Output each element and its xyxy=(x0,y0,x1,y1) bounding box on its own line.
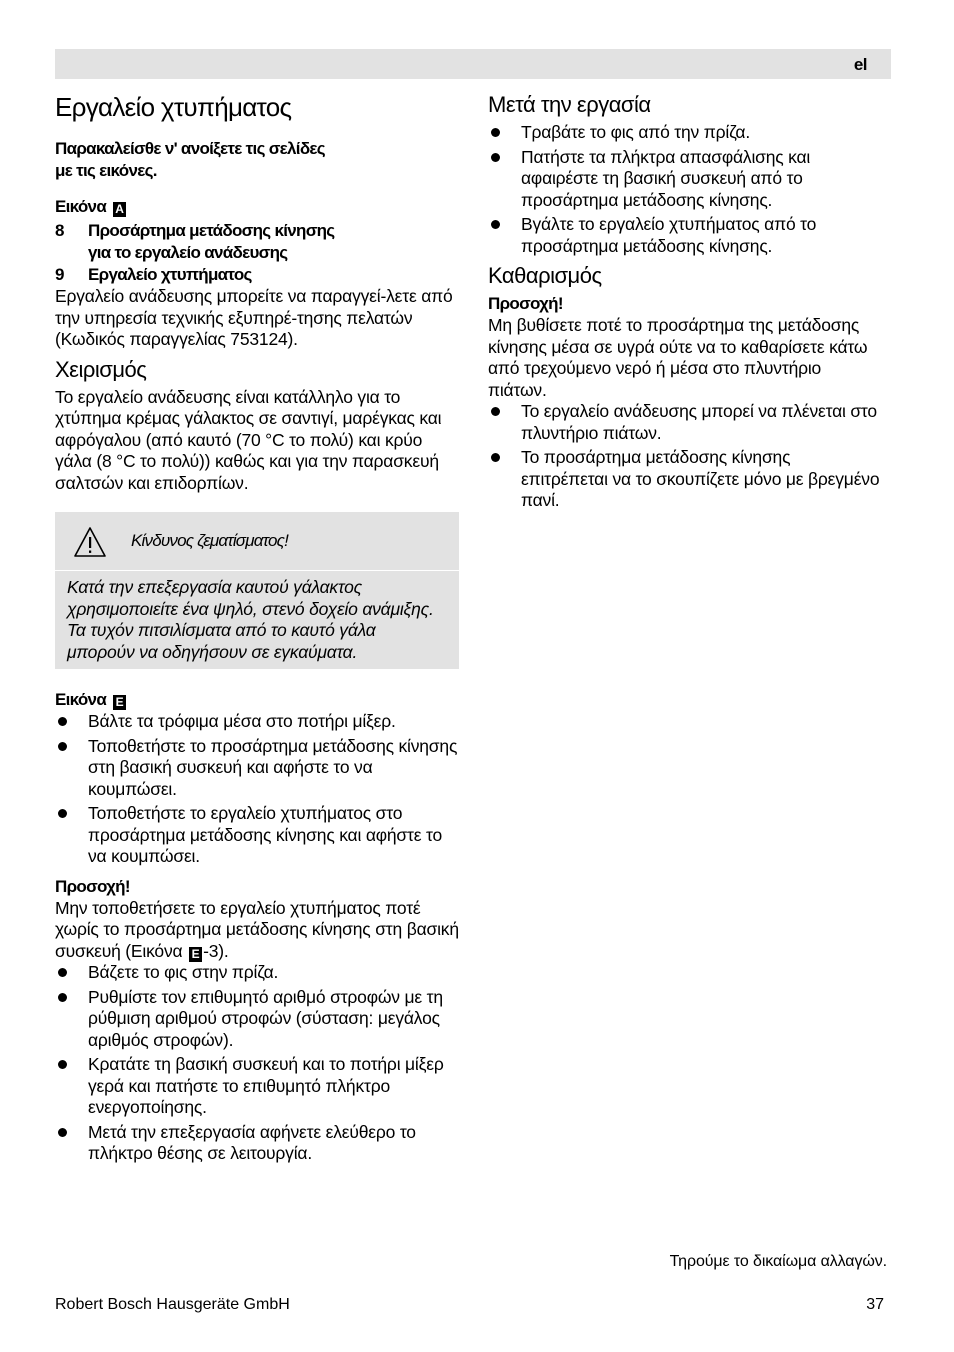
list-item xyxy=(488,401,880,444)
bullet-icon xyxy=(58,993,67,1002)
after-use-list xyxy=(488,122,880,257)
figure-a-badge: A xyxy=(113,202,126,217)
list-item xyxy=(55,711,459,733)
bullet-icon xyxy=(491,220,500,229)
list-item-text: Πατήστε τα πλήκτρα απασφάλισης και αφαιρέστε τη βασική συσκευή από το προσάρτημα μετάδοσης κίνησης. xyxy=(521,146,811,210)
caution-text xyxy=(55,898,459,963)
list-item-text: Βάλτε τα τρόφιμα μέσα στο ποτήρι μίξερ. xyxy=(88,711,396,731)
list-item-text: Βγάλτε το εργαλείο χτυπήματος από το προσάρτημα μετάδοσης κίνησης. xyxy=(521,214,817,256)
bullet-icon xyxy=(491,128,500,137)
header-bar xyxy=(55,49,891,79)
language-code: el xyxy=(853,55,867,74)
page-title: Εργαλείο χτυπήματος xyxy=(55,92,292,122)
list-item xyxy=(55,987,459,1052)
cleaning-caution-text: Μη βυθίσετε ποτέ το προσάρτημα της μετάδοσης κίνησης μέσα σε υγρά ούτε να το καθαρίσετε κάτω από τρεχούμενο νερό ή μέσα στο πλυντήριο πιάτων. xyxy=(488,315,868,400)
list-item xyxy=(55,220,459,264)
bullet-icon xyxy=(58,742,67,751)
list-item xyxy=(55,962,459,984)
caution-label: Προσοχή! xyxy=(55,876,130,896)
warning-triangle-icon xyxy=(73,526,107,558)
list-item-text: Τραβάτε το φις από την πρίζα. xyxy=(521,122,750,142)
warning-text: Κατά την επεξεργασία καυτού γάλακτος χρησιμοποιείτε ένα ψηλό, στενό δοχείο ανάμιξης. Τα τυχόν πιτσιλίσματα από το καυτό γάλα μπορούν να οδηγήσουν σε εγκαύματα. xyxy=(67,577,434,662)
bullet-icon xyxy=(491,453,500,462)
bullet-icon xyxy=(58,1060,67,1069)
warning-divider xyxy=(55,570,459,571)
list-item xyxy=(55,1054,459,1119)
footer-company: Robert Bosch Hausgeräte GmbH xyxy=(55,1296,290,1313)
footer-note: Τηρούμε το δικαίωμα αλλαγών. xyxy=(669,1253,887,1270)
list-item-text: Μετά την επεξεργασία αφήνετε ελεύθερο το πλήκτρο θέσης σε λειτουργία. xyxy=(88,1121,416,1163)
section-title-cleaning: Καθαρισμός xyxy=(488,263,602,288)
right-column xyxy=(488,90,880,515)
intro-line-1: Παρακαλείσθε ν' ανοίξετε τις σελίδες xyxy=(55,139,325,158)
list-item-text: Το προσάρτημα μετάδοσης κίνησης επιτρέπεται να το σκουπίζετε μόνο με βρεγμένο πανί. xyxy=(521,447,880,510)
intro-line-2: με τις εικόνες. xyxy=(55,161,157,180)
bullet-icon xyxy=(58,1128,67,1137)
warning-title: Κίνδυνος ζεματίσματος! xyxy=(131,531,289,550)
handling-text: Το εργαλείο ανάδευσης είναι κατάλληλο για το χτύπημα κρέμας γάλακτος σε σαντιγί, μαρέγκας και αφρόγαλου (από καυτό (70 °C το πολύ) και κρύο γάλα (8 °C το πολύ)) καθώς και για την παρασκευή σαλτσών και επιδορπίων. xyxy=(55,386,442,493)
figure-e-inline-badge: E xyxy=(189,947,202,962)
order-text: Εργαλείο ανάδευσης μπορείτε να παραγγεί-λετε από την υπηρεσία τεχνικής εξυπηρέ-τησης πελατών (Κωδικός παραγγελίας 753124). xyxy=(55,286,453,349)
figure-e-badge: E xyxy=(113,695,126,710)
list-item-text: Τοποθετήστε το εργαλείο χτυπήματος στο προσάρτημα μετάδοσης κίνησης και αφήστε το να κουμπώσει. xyxy=(88,803,442,866)
left-column xyxy=(55,90,459,1168)
figure-a-label: Εικόνα xyxy=(55,197,107,216)
bullet-icon xyxy=(58,717,67,726)
figure-a-reference xyxy=(55,196,459,218)
bullet-icon xyxy=(491,407,500,416)
list-item-text: Ρυθμίστε τον επιθυμητό αριθμό στροφών με τη ρύθμιση αριθμού στροφών (σύσταση: μεγάλος αριθμός στροφών). xyxy=(88,986,443,1050)
list-item-text: Το εργαλείο ανάδευσης μπορεί να πλένεται στο πλυντήριο πιάτων. xyxy=(521,401,877,443)
list-item-text: Κρατάτε τη βασική συσκευή και το ποτήρι μίξερ γερά και πατήστε το επιθυμητό πλήκτρο ενεργοποίησης. xyxy=(88,1054,444,1117)
caution-label: Προσοχή! xyxy=(488,294,563,313)
section-title-handling: Χειρισμός xyxy=(55,356,147,382)
figure-e-reference xyxy=(55,689,459,711)
list-item-text: Τοποθετήστε το προσάρτημα μετάδοσης κίνησης στη βασική συσκευή και αφήστε το να κουμπώσει. xyxy=(88,735,458,799)
item-number: 9 xyxy=(55,265,64,284)
caution-text-part: Μην τοποθετήσετε το εργαλείο χτυπήματος ποτέ χωρίς το προσάρτημα μετάδοσης κίνησης στη βασική συσκευή (Εικόνα xyxy=(55,897,459,961)
warning-box xyxy=(55,512,459,669)
list-item xyxy=(488,122,880,144)
list-item xyxy=(488,214,880,257)
figure-e-label: Εικόνα xyxy=(55,690,107,709)
cleaning-list xyxy=(488,401,880,512)
item-number: 8 xyxy=(55,221,64,240)
bullet-icon xyxy=(58,968,67,977)
steps-list-2 xyxy=(55,962,459,1165)
steps-list-1 xyxy=(55,711,459,868)
item-text: για το εργαλείο ανάδευσης xyxy=(88,243,288,262)
caution-text-part: -3). xyxy=(203,940,229,961)
list-item xyxy=(55,803,459,868)
bullet-icon xyxy=(491,153,500,162)
page-number: 37 xyxy=(866,1296,884,1313)
parts-list xyxy=(55,220,459,286)
section-title-after-use: Μετά την εργασία xyxy=(488,92,651,117)
list-item xyxy=(488,447,880,512)
list-item xyxy=(55,1122,459,1165)
bullet-icon xyxy=(58,809,67,818)
item-text: Εργαλείο χτυπήματος xyxy=(88,265,252,284)
list-item xyxy=(488,147,880,212)
item-text: Προσάρτημα μετάδοσης κίνησης xyxy=(88,221,335,240)
list-item xyxy=(55,736,459,801)
warning-header xyxy=(67,524,447,564)
list-item-text: Βάζετε το φις στην πρίζα. xyxy=(88,962,279,982)
list-item xyxy=(55,264,459,286)
